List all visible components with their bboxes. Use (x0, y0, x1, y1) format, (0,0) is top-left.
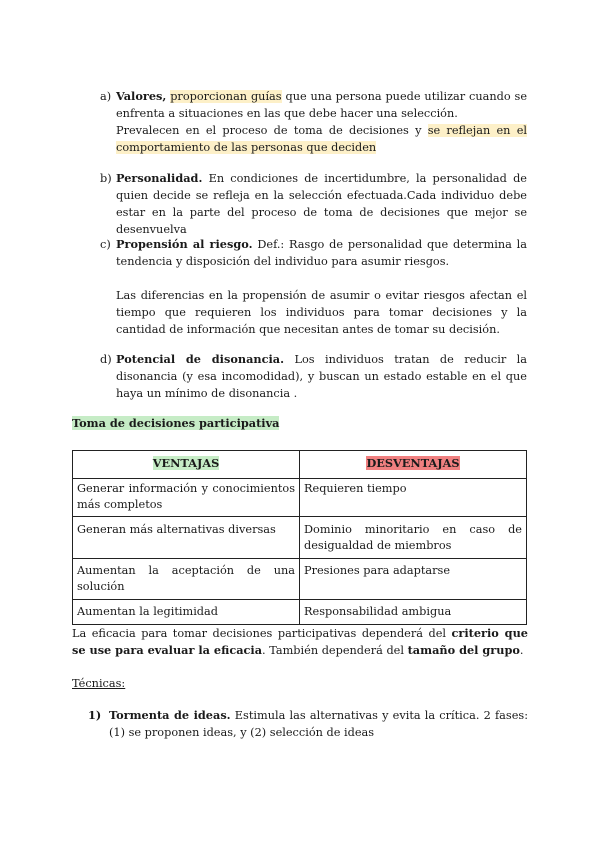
table-cell: Presiones para adaptarse (300, 559, 527, 600)
list-marker: c) (100, 238, 111, 251)
ventajas-desventajas-table (72, 450, 527, 625)
valores-paragraph-2 (116, 122, 527, 156)
table-cell: Generan más alternativas diversas (73, 517, 300, 559)
table-row (73, 517, 527, 559)
propension-text-2: Las diferencias en la propensión de asumir o evitar riesgos afectan el tiempo que requieren los individuos para tomar decisiones y la cantidad de información que necesitan antes de tomar su decisión. (116, 289, 527, 336)
table-cell: Dominio minoritario en caso de desigualdad de miembros (300, 517, 527, 559)
eficacia-paragraph (72, 625, 528, 659)
table-header-row (73, 451, 527, 479)
table-row (73, 600, 527, 625)
desventajas-header-text: DESVENTAJAS (366, 456, 460, 470)
list-marker: 1) (88, 708, 102, 722)
valores-highlight-1: proporcionan guías (170, 90, 282, 103)
list-item-disonancia (100, 351, 527, 402)
eficacia-text-2: . También dependerá del (262, 644, 408, 657)
tormenta-paragraph (109, 707, 528, 741)
propension-paragraph-2 (116, 287, 527, 338)
propension-paragraph-1 (116, 236, 527, 270)
ventajas-header-text: VENTAJAS (152, 456, 220, 470)
tecnicas-label: Técnicas: (72, 677, 126, 690)
list-marker: b) (100, 172, 112, 185)
personalidad-text: En condiciones de incertidumbre, la personalidad de quien decide se refleja en la selección efectuada.Cada individuo debe estar en la parte del proceso de toma de decisiones que mejor se desenvuelva (116, 172, 527, 236)
disonancia-title: Potencial de disonancia. (116, 352, 285, 366)
tecnica-item-tormenta (88, 707, 528, 741)
list-marker: a) (100, 90, 112, 103)
personalidad-paragraph (116, 170, 527, 238)
disonancia-paragraph (116, 351, 527, 402)
table-row (73, 559, 527, 600)
table-cell: Responsabilidad ambigua (300, 600, 527, 625)
valores-text-2: Prevalecen en el proceso de toma de decisiones y (116, 124, 428, 137)
eficacia-text-1: La eficacia para tomar decisiones participativas dependerá del (72, 627, 452, 640)
valores-text-1: que una persona puede utilizar cuando se enfrenta a situaciones en las que debe hacer una selección. (116, 90, 528, 120)
ventajas-header (73, 451, 300, 479)
eficacia-bold-1: criterio que se use para evaluar la eficacia (72, 626, 528, 657)
table-row (73, 479, 527, 517)
desventajas-header (300, 451, 527, 479)
disonancia-text: Los individuos tratan de reducir la disonancia (y esa incomodidad), y buscan un estado estable en el que haya un mínimo de disonancia . (116, 353, 527, 400)
list-marker: d) (100, 353, 112, 366)
table-cell: Generar información y conocimientos más completos (73, 479, 300, 517)
valores-highlight-2: se reflejan en el comportamiento de las personas que deciden (116, 124, 527, 154)
personalidad-title: Personalidad. (116, 171, 203, 185)
section-title-text: Toma de decisiones participativa (72, 416, 280, 430)
table-cell: Aumentan la legitimidad (73, 600, 300, 625)
eficacia-text-3: . (519, 644, 524, 657)
propension-title: Propensión al riesgo. (116, 237, 253, 251)
tormenta-text: Estimula las alternativas y evita la crítica. 2 fases: (1) se proponen ideas, y (2) selección de ideas (109, 709, 529, 739)
tormenta-title: Tormenta de ideas. (109, 708, 231, 722)
list-item-propension (100, 236, 527, 338)
propension-text-1: Def.: Rasgo de personalidad que determina la tendencia y disposición del individuo para asumir riesgos. (116, 238, 528, 268)
table-cell: Requieren tiempo (300, 479, 527, 517)
table-cell: Aumentan la aceptación de una solución (73, 559, 300, 600)
list-item-personalidad (100, 170, 527, 238)
valores-paragraph-1 (116, 88, 527, 122)
eficacia-bold-2: tamaño del grupo (407, 643, 520, 657)
list-item-valores (100, 88, 527, 156)
valores-title: Valores, (116, 89, 167, 103)
section-title (72, 415, 279, 432)
